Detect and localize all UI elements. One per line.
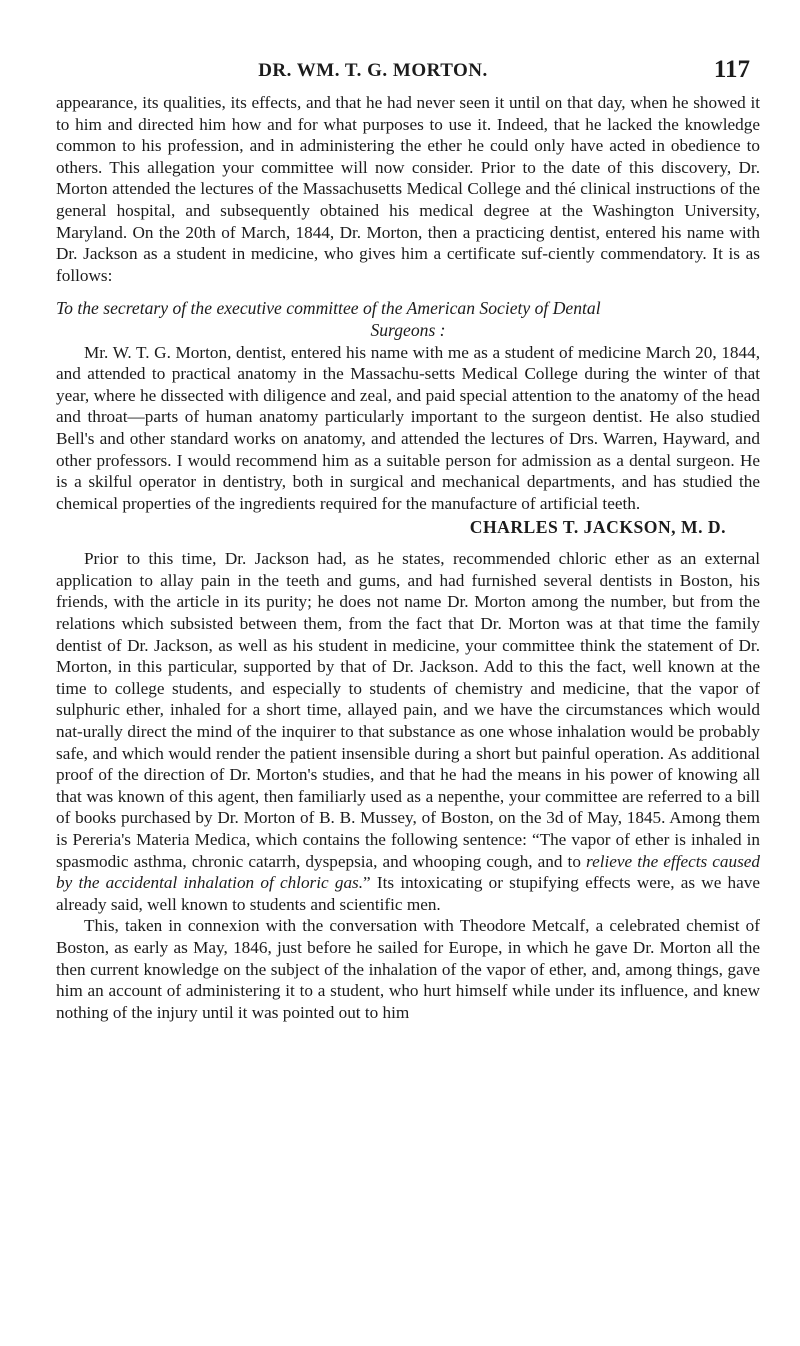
paragraph-text: Prior to this time, Dr. Jackson had, as he states, recommended chloric ether as an external application to allay pain in the teeth and gums, and had furnished several dentists in Boston, his friends, with the article in its purity; he does not name Dr. Morton among the number, but from the relations which subsisted between them, from the fact that Dr. Morton was at that time the family dentist of Dr. Jackson, as well as his student in medicine, your committee think the statement of Dr. Morton, in this particular, supported by that of Dr. Jackson. Add to this the fact, well known at the time to college students, and especially to students of chemistry and medicine, that the vapor of sulphuric ether, inhaled for a short time, allayed pain, and we have the circumstances which would nat-urally direct the mind of the inquirer to that substance as one whose inhalation would be probably safe, and which would render the patient insensible during a short but painful operation. As additional proof of the direction of Dr. Morton's studies, and that he had the means in his power of knowing all that was known of this agent, then familiarly used as a nepenthe, your committee are referred to a bill of books purchased by Dr. Morton of B. B. Mussey, of Boston, on the 3d of May, 1845. Among them is Pereria's Materia Medica, which contains the following sentence: “The vapor of ether is inhaled in spasmodic asthma, chronic catarrh, dyspepsia, and whooping cough, and to [56, 549, 760, 871]
running-head [56, 56, 760, 92]
letter-heading-line1: To the secretary of the executive committee of the American Society of Dental [56, 298, 601, 319]
book-page [56, 56, 760, 1023]
paragraph-opening: appearance, its qualities, its effects, and that he had never seen it until on that day, when he showed it to him and directed him how and for what purposes to use it. Indeed, that he lacked the knowledge common to his profession, and in administering the ether he could only have acted in obedience to others. This allegation your committee will now consider. Prior to the date of this discovery, Dr. Morton attended the lectures of the Massachusetts Medical College and thé clinical instructions of the general hospital, and subsequently obtained his medical degree at the Washington University, Maryland. On the 20th of March, 1844, Dr. Morton, then a practicing dentist, entered his name with Dr. Jackson as a student in medicine, who gives him a certificate suf-ciently commendatory. It is as follows: [56, 93, 760, 285]
letter-signature: CHARLES T. JACKSON, M. D. [469, 517, 726, 538]
paragraph-chloric-ether [56, 548, 760, 915]
letter-heading [56, 298, 760, 341]
letter-heading-line2: Surgeons : [370, 319, 446, 340]
paragraph-text-continued: ” Its intoxicating or stupifying effects were, as we have already said, well known to students and scientific men. [56, 873, 760, 914]
running-title: DR. WM. T. G. MORTON. [258, 60, 488, 81]
letter-body: Mr. W. T. G. Morton, dentist, entered his name with me as a student of medicine March 20, 1844, and attended to practical anatomy in the Massachu-setts Medical College during the winter of that year, where he dissected with diligence and zeal, and paid special attention to the anatomy of the head and throat—parts of human anatomy particularly important to the surgeon dentist. He also studied Bell's and other standard works on anatomy, and attended the lectures of Drs. Warren, Hayward, and other professors. I would recommend him as a suitable person for admission as a dental surgeon. He is a skilful operator in dentistry, both in surgical and mechanical departments, and has studied the chemical properties of the ingredients required for the manufacture of artificial teeth. [56, 342, 760, 513]
quoted-italic-text: relieve the effects caused by the accidental inhalation of chloric gas. [56, 851, 760, 893]
paragraph-metcalf: This, taken in connexion with the conversation with Theodore Metcalf, a celebrated chemist of Boston, as early as May, 1846, just before he sailed for Europe, in which he gave Dr. Morton all the then current knowledge on the subject of the inhalation of the vapor of ether, and, among things, gave him an account of administering it to a student, who hurt himself while under its influence, and knew nothing of the injury until it was pointed out to him [56, 916, 760, 1022]
page-number: 117 [713, 56, 750, 83]
